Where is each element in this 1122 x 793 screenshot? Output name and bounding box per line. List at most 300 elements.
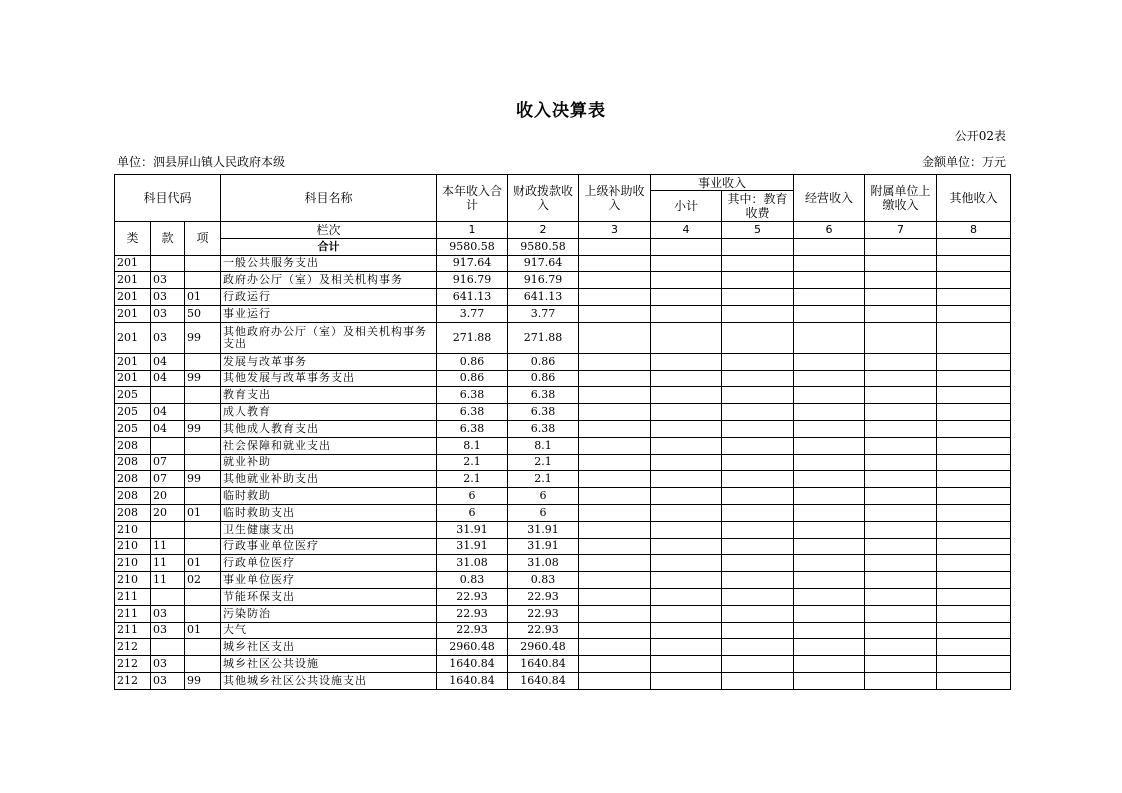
section-code-cell	[151, 255, 185, 272]
empty-cell	[865, 538, 937, 555]
empty-cell	[865, 622, 937, 639]
empty-cell	[722, 572, 794, 589]
subject-name-cell: 其他城乡社区公共设施支出	[221, 672, 437, 689]
empty-cell	[651, 471, 722, 488]
fiscal-appropriation-cell: 3.77	[508, 305, 579, 322]
empty-cell	[865, 272, 937, 289]
table-row	[115, 572, 1011, 589]
empty-cell	[722, 272, 794, 289]
empty-cell	[722, 437, 794, 454]
empty-cell	[722, 639, 794, 656]
class-code-cell: 201	[115, 322, 151, 353]
empty-cell	[579, 437, 651, 454]
item-code-cell	[185, 605, 221, 622]
header-business-income: 事业收入	[651, 175, 794, 191]
empty-cell	[937, 656, 1011, 673]
table-row	[115, 488, 1011, 505]
fiscal-appropriation-cell: 916.79	[508, 272, 579, 289]
empty-cell	[794, 656, 865, 673]
table-row	[115, 555, 1011, 572]
table-row	[115, 370, 1011, 387]
table-row	[115, 605, 1011, 622]
empty-cell	[865, 471, 937, 488]
empty-cell	[651, 588, 722, 605]
empty-cell	[722, 588, 794, 605]
section-code-cell: 03	[151, 289, 185, 306]
empty-cell	[722, 420, 794, 437]
fiscal-appropriation-cell: 0.83	[508, 572, 579, 589]
empty-cell	[937, 605, 1011, 622]
empty-cell	[579, 656, 651, 673]
total-income-cell: 22.93	[437, 588, 508, 605]
column-number: 6	[794, 222, 865, 239]
empty-cell	[579, 272, 651, 289]
total-income-cell: 641.13	[437, 289, 508, 306]
class-code-cell: 212	[115, 656, 151, 673]
item-code-cell	[185, 488, 221, 505]
section-code-cell: 20	[151, 488, 185, 505]
empty-cell	[722, 538, 794, 555]
total-income-cell: 31.08	[437, 555, 508, 572]
column-number-row	[115, 222, 1011, 239]
section-code-cell: 03	[151, 656, 185, 673]
empty-cell	[865, 588, 937, 605]
total-income-cell: 271.88	[437, 322, 508, 353]
column-number: 4	[651, 222, 722, 239]
empty-cell	[579, 504, 651, 521]
empty-cell	[722, 305, 794, 322]
empty-cell	[865, 289, 937, 306]
header-other-income: 其他收入	[937, 175, 1011, 222]
empty-cell	[722, 521, 794, 538]
class-code-cell: 201	[115, 255, 151, 272]
column-number: 8	[937, 222, 1011, 239]
subject-name-cell: 成人教育	[221, 404, 437, 421]
section-code-cell: 03	[151, 672, 185, 689]
item-code-cell: 02	[185, 572, 221, 589]
subject-name-cell: 行政运行	[221, 289, 437, 306]
empty-cell	[651, 639, 722, 656]
empty-cell	[937, 639, 1011, 656]
fiscal-appropriation-cell: 31.08	[508, 555, 579, 572]
table-row	[115, 289, 1011, 306]
empty-cell	[865, 353, 937, 370]
fiscal-appropriation-cell: 6	[508, 488, 579, 505]
subject-name-cell: 发展与改革事务	[221, 353, 437, 370]
fiscal-appropriation-cell: 0.86	[508, 353, 579, 370]
empty-cell	[865, 322, 937, 353]
empty-cell	[579, 622, 651, 639]
empty-cell	[651, 454, 722, 471]
section-code-cell	[151, 437, 185, 454]
empty-cell	[579, 639, 651, 656]
class-code-cell: 208	[115, 504, 151, 521]
table-row	[115, 255, 1011, 272]
empty-cell	[865, 488, 937, 505]
item-code-cell: 50	[185, 305, 221, 322]
total-income-cell: 31.91	[437, 538, 508, 555]
empty-cell	[794, 672, 865, 689]
total-income-cell: 6.38	[437, 420, 508, 437]
empty-cell	[579, 572, 651, 589]
empty-cell	[937, 322, 1011, 353]
empty-cell	[937, 588, 1011, 605]
class-code-cell: 210	[115, 572, 151, 589]
empty-cell	[651, 437, 722, 454]
section-code-cell: 03	[151, 605, 185, 622]
empty-cell	[579, 588, 651, 605]
empty-cell	[722, 322, 794, 353]
total-income-cell: 3.77	[437, 305, 508, 322]
section-code-cell: 04	[151, 353, 185, 370]
empty-cell	[651, 322, 722, 353]
empty-cell	[794, 521, 865, 538]
empty-cell	[937, 572, 1011, 589]
table-row	[115, 521, 1011, 538]
empty-cell	[794, 255, 865, 272]
table-row	[115, 437, 1011, 454]
total-income-cell: 0.83	[437, 572, 508, 589]
item-code-cell	[185, 255, 221, 272]
empty-cell	[579, 370, 651, 387]
empty-cell	[651, 255, 722, 272]
table-row	[115, 588, 1011, 605]
table-row	[115, 305, 1011, 322]
subject-name-cell: 城乡社区支出	[221, 639, 437, 656]
class-code-cell: 205	[115, 420, 151, 437]
empty-cell	[722, 404, 794, 421]
class-code-cell: 205	[115, 404, 151, 421]
empty-cell	[937, 272, 1011, 289]
total-income-cell: 2.1	[437, 471, 508, 488]
item-code-cell	[185, 272, 221, 289]
empty-cell	[865, 420, 937, 437]
table-row	[115, 672, 1011, 689]
item-code-cell: 99	[185, 471, 221, 488]
class-code-cell: 212	[115, 672, 151, 689]
fiscal-appropriation-cell: 6	[508, 504, 579, 521]
subject-name-cell: 临时救助	[221, 488, 437, 505]
empty-cell	[937, 387, 1011, 404]
empty-cell	[579, 387, 651, 404]
empty-cell	[579, 672, 651, 689]
subject-name-cell: 临时救助支出	[221, 504, 437, 521]
empty-cell	[794, 639, 865, 656]
subject-name-cell: 其他政府办公厅（室）及相关机构事务支出	[221, 322, 437, 353]
empty-cell	[579, 471, 651, 488]
empty-cell	[722, 672, 794, 689]
fiscal-appropriation-cell: 6.38	[508, 420, 579, 437]
table-row	[115, 272, 1011, 289]
empty-cell	[937, 404, 1011, 421]
empty-cell	[579, 420, 651, 437]
empty-cell	[794, 322, 865, 353]
item-code-cell	[185, 437, 221, 454]
total-income-cell: 31.91	[437, 521, 508, 538]
total-income-cell: 22.93	[437, 605, 508, 622]
table-row	[115, 353, 1011, 370]
total-income-cell: 2.1	[437, 454, 508, 471]
item-code-cell	[185, 521, 221, 538]
header-education-fee: 其中：教育收费	[722, 191, 794, 222]
class-code-cell: 210	[115, 555, 151, 572]
empty-cell	[937, 538, 1011, 555]
column-number: 7	[865, 222, 937, 239]
fiscal-appropriation-cell: 0.86	[508, 370, 579, 387]
class-code-cell: 208	[115, 471, 151, 488]
total-income-cell: 6.38	[437, 387, 508, 404]
item-code-cell	[185, 387, 221, 404]
total-label: 合计	[221, 238, 437, 255]
class-code-cell: 210	[115, 521, 151, 538]
empty-cell	[651, 305, 722, 322]
item-code-cell: 99	[185, 322, 221, 353]
empty-cell	[651, 656, 722, 673]
empty-cell	[937, 255, 1011, 272]
empty-cell	[651, 538, 722, 555]
section-code-cell: 03	[151, 305, 185, 322]
empty-cell	[794, 488, 865, 505]
fiscal-appropriation-cell: 1640.84	[508, 656, 579, 673]
subject-name-cell: 节能环保支出	[221, 588, 437, 605]
empty-cell	[865, 404, 937, 421]
item-code-cell: 99	[185, 672, 221, 689]
empty-cell	[865, 605, 937, 622]
empty-cell	[794, 404, 865, 421]
empty-cell	[722, 504, 794, 521]
empty-cell	[579, 555, 651, 572]
total-income-cell: 0.86	[437, 353, 508, 370]
table-row	[115, 622, 1011, 639]
total-income-cell: 6.38	[437, 404, 508, 421]
class-code-cell: 208	[115, 488, 151, 505]
item-code-cell: 99	[185, 370, 221, 387]
unit-label: 单位：泗县屏山镇人民政府本级	[117, 155, 286, 169]
fiscal-appropriation-cell: 31.91	[508, 538, 579, 555]
table-row	[115, 420, 1011, 437]
empty-cell	[794, 588, 865, 605]
empty-cell	[722, 353, 794, 370]
total-income-cell: 6	[437, 504, 508, 521]
header-row-1	[115, 175, 1011, 191]
empty-cell	[937, 289, 1011, 306]
empty-cell	[579, 305, 651, 322]
empty-cell	[651, 370, 722, 387]
column-number: 1	[437, 222, 508, 239]
empty-cell	[937, 622, 1011, 639]
subject-name-cell: 污染防治	[221, 605, 437, 622]
empty-cell	[651, 572, 722, 589]
empty-cell	[579, 353, 651, 370]
empty-cell	[865, 370, 937, 387]
empty-cell	[722, 255, 794, 272]
empty-cell	[794, 387, 865, 404]
empty-cell	[794, 555, 865, 572]
subject-name-cell: 行政单位医疗	[221, 555, 437, 572]
empty-cell	[722, 289, 794, 306]
fiscal-appropriation-cell: 1640.84	[508, 672, 579, 689]
fiscal-appropriation-cell: 641.13	[508, 289, 579, 306]
section-code-cell	[151, 387, 185, 404]
table-row	[115, 538, 1011, 555]
total-income-cell: 0.86	[437, 370, 508, 387]
item-code-cell	[185, 454, 221, 471]
empty-cell	[937, 370, 1011, 387]
empty-cell	[651, 420, 722, 437]
empty-cell	[794, 538, 865, 555]
column-number: 3	[579, 222, 651, 239]
fiscal-appropriation-cell: 2.1	[508, 471, 579, 488]
total-income-cell: 1640.84	[437, 672, 508, 689]
table-row	[115, 504, 1011, 521]
empty-cell	[794, 454, 865, 471]
empty-cell	[579, 521, 651, 538]
fiscal-appropriation-cell: 271.88	[508, 322, 579, 353]
class-code-cell: 212	[115, 639, 151, 656]
section-code-cell: 03	[151, 272, 185, 289]
subject-name-cell: 就业补助	[221, 454, 437, 471]
empty-cell	[794, 504, 865, 521]
total-fiscal-value: 9580.58	[508, 238, 579, 255]
fiscal-appropriation-cell: 2960.48	[508, 639, 579, 656]
item-code-cell: 01	[185, 555, 221, 572]
section-code-cell: 11	[151, 572, 185, 589]
item-code-cell	[185, 353, 221, 370]
empty-cell	[722, 555, 794, 572]
empty-cell	[579, 488, 651, 505]
fiscal-appropriation-cell: 2.1	[508, 454, 579, 471]
empty-cell	[579, 454, 651, 471]
item-code-cell: 01	[185, 622, 221, 639]
header-kuan: 款	[151, 222, 185, 256]
class-code-cell: 205	[115, 387, 151, 404]
empty-cell	[937, 555, 1011, 572]
section-code-cell: 11	[151, 538, 185, 555]
header-subject-name: 科目名称	[221, 175, 437, 222]
column-number: 2	[508, 222, 579, 239]
empty-cell	[794, 572, 865, 589]
subject-name-cell: 其他就业补助支出	[221, 471, 437, 488]
total-income-cell: 6	[437, 488, 508, 505]
subject-name-cell: 政府办公厅（室）及相关机构事务	[221, 272, 437, 289]
fiscal-appropriation-cell: 6.38	[508, 387, 579, 404]
item-code-cell	[185, 404, 221, 421]
empty-cell	[865, 305, 937, 322]
subject-name-cell: 事业运行	[221, 305, 437, 322]
table-row	[115, 387, 1011, 404]
class-code-cell: 201	[115, 353, 151, 370]
empty-cell	[865, 504, 937, 521]
table-row	[115, 471, 1011, 488]
section-code-cell	[151, 639, 185, 656]
header-xiang: 项	[185, 222, 221, 256]
table-row	[115, 639, 1011, 656]
class-code-cell: 201	[115, 289, 151, 306]
empty-cell	[794, 305, 865, 322]
total-row	[115, 238, 1011, 255]
total-income-cell: 917.64	[437, 255, 508, 272]
class-code-cell: 208	[115, 437, 151, 454]
empty-cell	[937, 471, 1011, 488]
item-code-cell: 01	[185, 289, 221, 306]
class-code-cell: 208	[115, 454, 151, 471]
empty-cell	[794, 622, 865, 639]
empty-cell	[722, 471, 794, 488]
column-number: 5	[722, 222, 794, 239]
subject-name-cell: 城乡社区公共设施	[221, 656, 437, 673]
subject-name-cell: 教育支出	[221, 387, 437, 404]
header-fiscal-appropriation: 财政拨款收入	[508, 175, 579, 222]
total-income-cell: 8.1	[437, 437, 508, 454]
empty-cell	[651, 353, 722, 370]
page-title: 收入决算表	[516, 101, 606, 121]
empty-cell	[794, 289, 865, 306]
section-code-cell: 04	[151, 370, 185, 387]
subject-name-cell: 一般公共服务支出	[221, 255, 437, 272]
empty-cell	[937, 672, 1011, 689]
empty-cell	[651, 555, 722, 572]
table-row	[115, 454, 1011, 471]
empty-cell	[865, 572, 937, 589]
fiscal-appropriation-cell: 6.38	[508, 404, 579, 421]
class-code-cell: 211	[115, 622, 151, 639]
section-code-cell: 20	[151, 504, 185, 521]
section-code-cell	[151, 521, 185, 538]
class-code-cell: 201	[115, 272, 151, 289]
empty-cell	[651, 605, 722, 622]
empty-cell	[865, 555, 937, 572]
empty-cell	[579, 255, 651, 272]
subject-name-cell: 大气	[221, 622, 437, 639]
section-code-cell: 04	[151, 404, 185, 421]
section-code-cell: 04	[151, 420, 185, 437]
empty-cell	[579, 322, 651, 353]
empty-cell	[865, 521, 937, 538]
subject-name-cell: 事业单位医疗	[221, 572, 437, 589]
subject-name-cell: 其他成人教育支出	[221, 420, 437, 437]
total-income-cell: 916.79	[437, 272, 508, 289]
empty-cell	[937, 454, 1011, 471]
section-code-cell: 07	[151, 454, 185, 471]
empty-cell	[865, 437, 937, 454]
total-income-cell: 2960.48	[437, 639, 508, 656]
empty-cell	[865, 387, 937, 404]
empty-cell	[651, 521, 722, 538]
header-subtotal: 小计	[651, 191, 722, 222]
item-code-cell: 99	[185, 420, 221, 437]
header-operating-income: 经营收入	[794, 175, 865, 222]
section-code-cell	[151, 588, 185, 605]
empty-cell	[722, 454, 794, 471]
subject-name-cell: 行政事业单位医疗	[221, 538, 437, 555]
empty-cell	[937, 305, 1011, 322]
total-income-value: 9580.58	[437, 238, 508, 255]
fiscal-appropriation-cell: 917.64	[508, 255, 579, 272]
empty-cell	[651, 387, 722, 404]
subject-name-cell: 其他发展与改革事务支出	[221, 370, 437, 387]
class-code-cell: 210	[115, 538, 151, 555]
header-total-income: 本年收入合计	[437, 175, 508, 222]
empty-cell	[651, 289, 722, 306]
fiscal-appropriation-cell: 22.93	[508, 605, 579, 622]
table-row	[115, 404, 1011, 421]
empty-cell	[722, 622, 794, 639]
header-superior-subsidy: 上级补助收入	[579, 175, 651, 222]
empty-cell	[722, 387, 794, 404]
header-lei: 类	[115, 222, 151, 256]
empty-cell	[651, 272, 722, 289]
empty-cell	[579, 404, 651, 421]
